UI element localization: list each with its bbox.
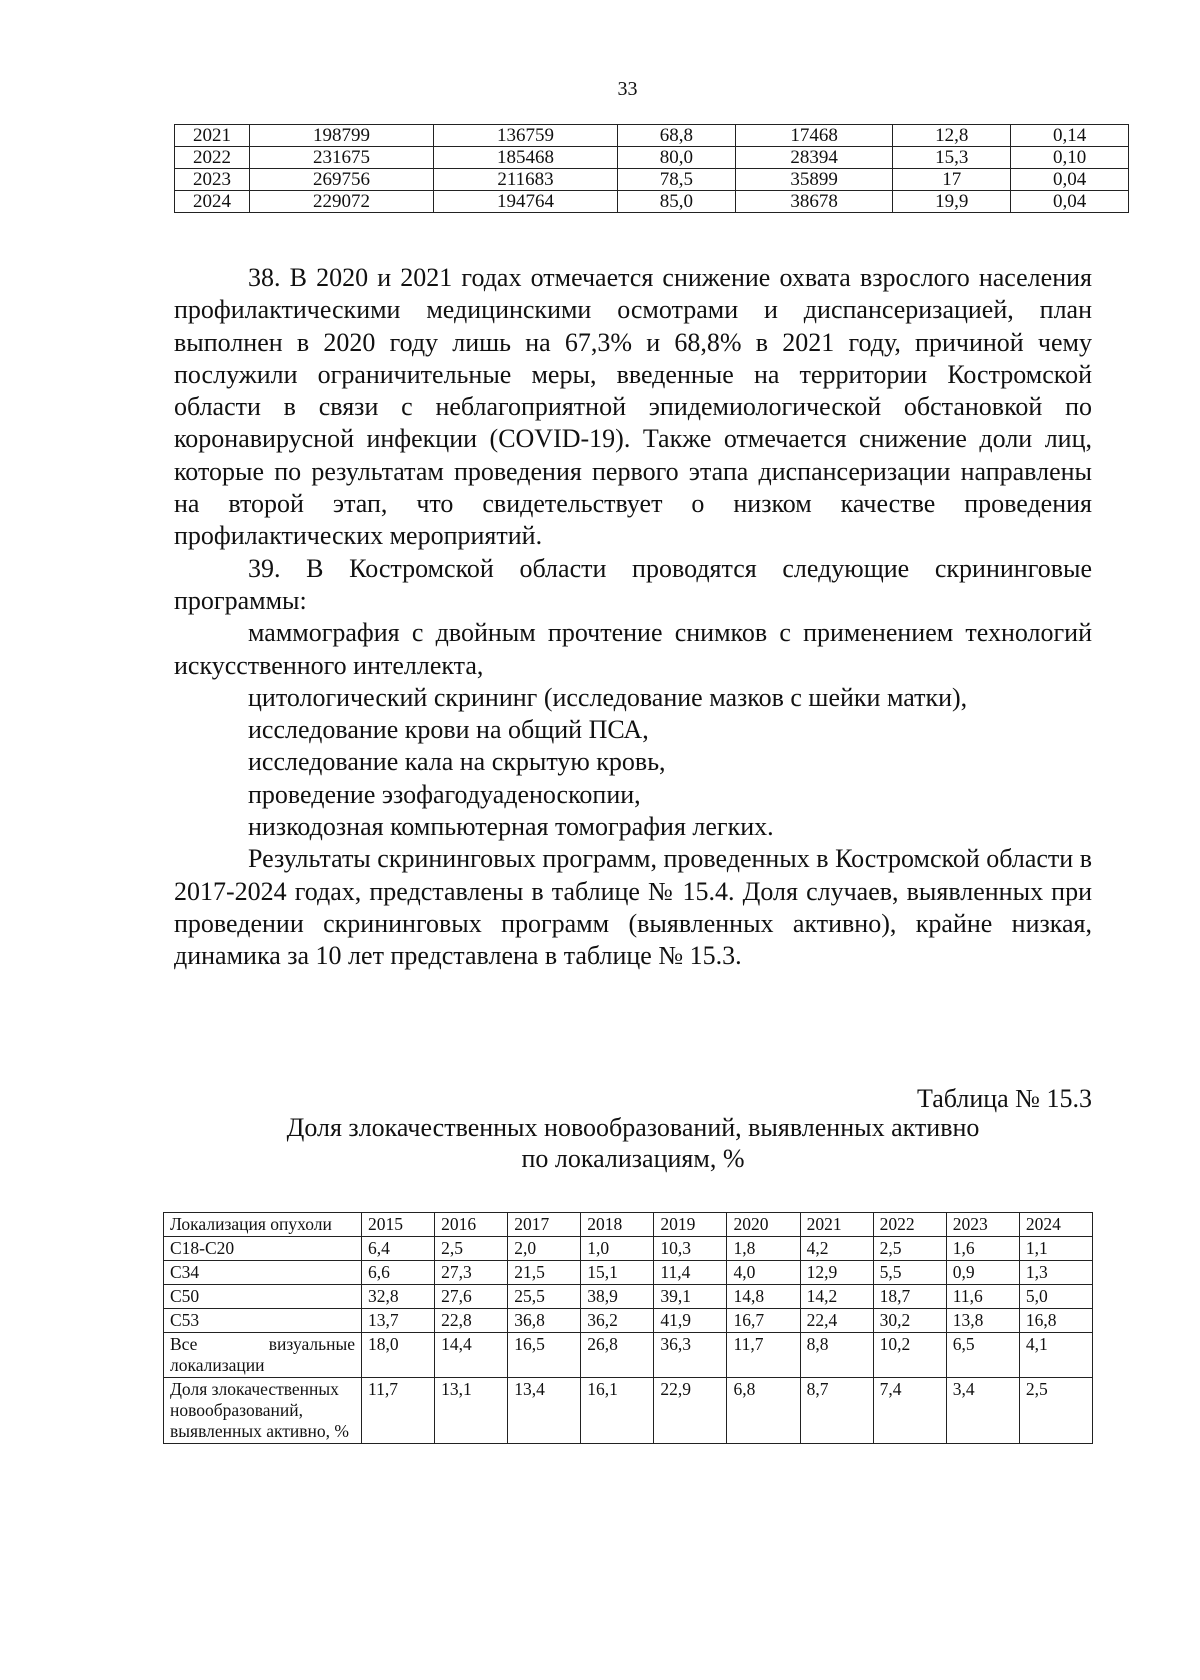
table-cell: 198799 — [250, 125, 434, 147]
table-cell: 38,9 — [581, 1285, 654, 1309]
table-cell: 22,4 — [800, 1309, 873, 1333]
table-cell: 27,3 — [435, 1261, 508, 1285]
table-cell: 22,9 — [654, 1378, 727, 1444]
list-item: проведение эзофагодуаденоскопии, — [248, 779, 641, 809]
table-cell: 185468 — [434, 147, 618, 169]
list-item: исследование крови на общий ПСА, — [248, 715, 649, 745]
table-cell: 11,6 — [946, 1285, 1019, 1309]
table-cell: 68,8 — [618, 125, 736, 147]
table-row — [164, 1285, 1093, 1309]
table-cell: 136759 — [434, 125, 618, 147]
table-cell: 22,8 — [435, 1309, 508, 1333]
table-cell: 14,2 — [800, 1285, 873, 1309]
table-cell: 0,04 — [1011, 169, 1129, 191]
list-item: цитологический скрининг (исследование мазков с шейки матки), — [248, 682, 968, 712]
table-title — [174, 1112, 1092, 1174]
table-cell: 6,5 — [946, 1333, 1019, 1378]
table-cell: 12,9 — [800, 1261, 873, 1285]
table-cell: 26,8 — [581, 1333, 654, 1378]
table-cell: 13,1 — [435, 1378, 508, 1444]
paragraph-results: Результаты скрининговых программ, проведенных в Костромской области в 2017-2024 годах, представлены в таблице № 15.4. Доля случаев, выявленных при проведении скрининговых программ (выявленных активно), крайне низкая, динамика за 10 лет представлена в таблице № 15.3. — [174, 844, 1092, 971]
table-cell: 1,1 — [1019, 1237, 1092, 1261]
table-cell: 2021 — [175, 125, 250, 147]
table-cell: 13,8 — [946, 1309, 1019, 1333]
table-cell: 21,5 — [508, 1261, 581, 1285]
row-label-cell: С50 — [164, 1285, 362, 1309]
table-title-line: по локализациям, % — [521, 1144, 745, 1173]
table-cell: 85,0 — [618, 191, 736, 213]
table-cell: 4,2 — [800, 1237, 873, 1261]
table-cell: 269756 — [250, 169, 434, 191]
table-15-3 — [163, 1212, 1093, 1444]
table-cell: 38678 — [735, 191, 893, 213]
header-year-cell: 2020 — [727, 1213, 800, 1237]
table-header-row — [164, 1213, 1093, 1237]
table-cell: 16,5 — [508, 1333, 581, 1378]
table-row — [175, 125, 1129, 147]
table-row — [164, 1378, 1093, 1444]
table-cell: 10,3 — [654, 1237, 727, 1261]
table-cell: 36,8 — [508, 1309, 581, 1333]
table-cell: 1,3 — [1019, 1261, 1092, 1285]
table-cell: 17468 — [735, 125, 893, 147]
table-row — [175, 169, 1129, 191]
table-cell: 13,7 — [362, 1309, 435, 1333]
table-cell: 39,1 — [654, 1285, 727, 1309]
table-cell: 16,7 — [727, 1309, 800, 1333]
page-number: 33 — [617, 78, 638, 100]
table-cell: 27,6 — [435, 1285, 508, 1309]
paragraph-38: 38. В 2020 и 2021 годах отмечается снижение охвата взрослого населения профилактическими медицинскими осмотрами и диспансеризацией, план выполнен в 2020 году лишь на 67,3% и 68,8% в 2021 году, причиной чему послужили ограничительные меры, введенные на территории Костромской области в связи с неблагоприятной эпидемиологической обстановкой по коронавирусной инфекции (COVID-19). Также отмечается снижение доли лиц, которые по результатам проведения первого этапа диспансеризации направлены на второй этап, что свидетельствует о низком качестве проведения профилактических мероприятий. — [174, 263, 1092, 551]
table-cell: 6,8 — [727, 1378, 800, 1444]
table-cell: 231675 — [250, 147, 434, 169]
header-year-cell: 2023 — [946, 1213, 1019, 1237]
header-year-cell: 2021 — [800, 1213, 873, 1237]
list-item: исследование кала на скрытую кровь, — [248, 747, 666, 777]
table-cell: 10,2 — [873, 1333, 946, 1378]
table-cell: 78,5 — [618, 169, 736, 191]
table-cell: 11,7 — [727, 1333, 800, 1378]
table-cell: 28394 — [735, 147, 893, 169]
table-cell: 7,4 — [873, 1378, 946, 1444]
table-row — [164, 1309, 1093, 1333]
table-cell: 5,0 — [1019, 1285, 1092, 1309]
header-year-cell: 2017 — [508, 1213, 581, 1237]
table-cell: 1,6 — [946, 1237, 1019, 1261]
table-cell: 4,1 — [1019, 1333, 1092, 1378]
list-item: маммография с двойным прочтение снимков с применением технологий искусственного интеллекта, — [174, 618, 1092, 680]
table-cell: 211683 — [434, 169, 618, 191]
table-cell: 2,5 — [1019, 1378, 1092, 1444]
table-cell: 13,4 — [508, 1378, 581, 1444]
table-cell: 32,8 — [362, 1285, 435, 1309]
table-row — [164, 1237, 1093, 1261]
row-label-cell: С18-С20 — [164, 1237, 362, 1261]
table-cell: 18,7 — [873, 1285, 946, 1309]
row-label-cell: Все визуальные локализации — [164, 1333, 362, 1378]
table-cell: 2024 — [175, 191, 250, 213]
table-row — [175, 147, 1129, 169]
header-year-cell: 2018 — [581, 1213, 654, 1237]
table-cell: 2,5 — [873, 1237, 946, 1261]
list-item: низкодозная компьютерная томография легких. — [248, 812, 774, 842]
table-cell: 4,0 — [727, 1261, 800, 1285]
table-cell: 41,9 — [654, 1309, 727, 1333]
table-cell: 229072 — [250, 191, 434, 213]
table-cell: 2,5 — [435, 1237, 508, 1261]
table-cell: 15,1 — [581, 1261, 654, 1285]
row-label-cell: Доля злокачественных новообразований, выявленных активно, % — [164, 1378, 362, 1444]
header-cell: Локализация опухоли — [164, 1213, 362, 1237]
table-cell: 15,3 — [893, 147, 1011, 169]
table-cell: 17 — [893, 169, 1011, 191]
table-row — [164, 1333, 1093, 1378]
table-cell: 0,14 — [1011, 125, 1129, 147]
table-cell: 11,7 — [362, 1378, 435, 1444]
table-label: Таблица № 15.3 — [916, 1084, 1092, 1113]
table-cell: 80,0 — [618, 147, 736, 169]
table-cell: 0,10 — [1011, 147, 1129, 169]
table-cell: 6,4 — [362, 1237, 435, 1261]
table-cell: 194764 — [434, 191, 618, 213]
header-year-cell: 2015 — [362, 1213, 435, 1237]
table-cell: 2022 — [175, 147, 250, 169]
header-year-cell: 2016 — [435, 1213, 508, 1237]
table-cell: 8,7 — [800, 1378, 873, 1444]
table-cell: 6,6 — [362, 1261, 435, 1285]
table-cell: 35899 — [735, 169, 893, 191]
top-table — [174, 124, 1129, 213]
table-cell: 36,2 — [581, 1309, 654, 1333]
table-cell: 2,0 — [508, 1237, 581, 1261]
row-label-cell: С53 — [164, 1309, 362, 1333]
header-year-cell: 2019 — [654, 1213, 727, 1237]
table-cell: 1,8 — [727, 1237, 800, 1261]
table-cell: 12,8 — [893, 125, 1011, 147]
table-cell: 14,8 — [727, 1285, 800, 1309]
row-label-cell: С34 — [164, 1261, 362, 1285]
table-cell: 16,8 — [1019, 1309, 1092, 1333]
table-cell: 8,8 — [800, 1333, 873, 1378]
table-cell: 19,9 — [893, 191, 1011, 213]
table-title-line: Доля злокачественных новообразований, выявленных активно — [286, 1113, 980, 1142]
table-cell: 3,4 — [946, 1378, 1019, 1444]
header-year-cell: 2022 — [873, 1213, 946, 1237]
table-cell: 2023 — [175, 169, 250, 191]
table-cell: 0,9 — [946, 1261, 1019, 1285]
header-year-cell: 2024 — [1019, 1213, 1092, 1237]
table-cell: 14,4 — [435, 1333, 508, 1378]
table-row — [164, 1261, 1093, 1285]
table-cell: 11,4 — [654, 1261, 727, 1285]
table-cell: 0,04 — [1011, 191, 1129, 213]
table-cell: 30,2 — [873, 1309, 946, 1333]
table-cell: 16,1 — [581, 1378, 654, 1444]
table-cell: 5,5 — [873, 1261, 946, 1285]
table-cell: 25,5 — [508, 1285, 581, 1309]
table-cell: 36,3 — [654, 1333, 727, 1378]
table-row — [175, 191, 1129, 213]
table-cell: 1,0 — [581, 1237, 654, 1261]
paragraph-39: 39. В Костромской области проводятся следующие скрининговые программы: — [174, 553, 1092, 615]
body-text — [174, 262, 1092, 973]
table-cell: 18,0 — [362, 1333, 435, 1378]
